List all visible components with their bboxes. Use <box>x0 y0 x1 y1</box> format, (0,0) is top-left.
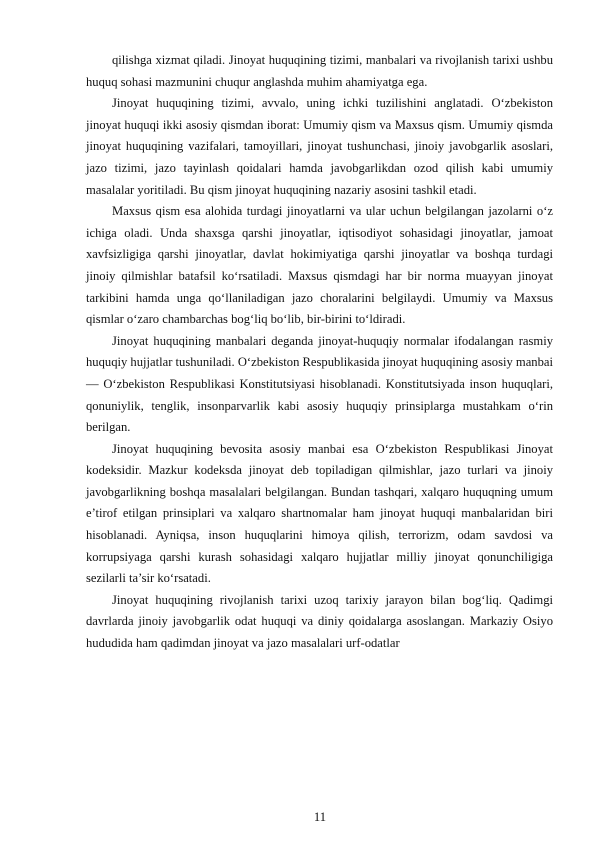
page-number: 11 <box>313 810 327 824</box>
paragraph-history: Jinoyat huquqining rivojlanish tarixi uzoq tarixiy jarayon bilan bog‘liq. Qadimgi davrlarda jinoiy javobgarlik odat huquqi va diniy qoidalarga asoslangan. Markaziy Osiyo hududida ham qadimdan jinoyat va jazo masalalari urf-odatlar <box>86 592 553 651</box>
paragraph-criminal-code: Jinoyat huquqining bevosita asosiy manbai esa O‘zbekiston Respublikasi Jinoyat kodeksidir. Mazkur kodeksda jinoyat deb topiladigan qilmishlar, jazo turlari va jinoiy javobgarlikning boshqa masalalari belgilangan. Bundan tashqari, xalqaro huquqning umum e’tirof etilgan prinsiplari va xalqaro shartnomalar ham jinoyat huquqi manbalaridan biri hisoblanadi. Ayniqsa, inson huquqlarini himoya qilish, terrorizm, odam savdosi va korrupsiyaga qarshi kurash sohasidagi xalqaro hujjatlar milliy jinoyat qonunchiligiga sezilarli ta’sir ko‘rsatadi. <box>86 441 553 586</box>
paragraph-intro: qilishga xizmat qiladi. Jinoyat huquqining tizimi, manbalari va rivojlanish tarixi ushbu huquq sohasi mazmunini chuqur anglashda muhim ahamiyatga ega. <box>86 53 553 89</box>
paragraph-system: Jinoyat huquqining tizimi, avvalo, uning ichki tuzilishini anglatadi. O‘zbekiston jinoyat huquqi ikki asosiy qismdan iborat: Umumiy qism va Maxsus qism. Umumiy qismda jinoyat huquqining vazifalari, tamoyillari, jinoyat tushunchasi, jinoiy javobgarlik asoslari, jazo tizimi, jazo tayinlash qoidalari hamda javobgarlikdan ozod qilish kabi umumiy masalalar yoritiladi. Bu qism jinoyat huquqining nazariy asosini tashkil etadi. <box>86 96 553 197</box>
paragraph-special-part: Maxsus qism esa alohida turdagi jinoyatlarni va ular uchun belgilangan jazolarni o‘z ichiga oladi. Unda shaxsga qarshi jinoyatlar, iqtisodiyot sohasidagi jinoyatlar, jamoat xavfsizligiga qarshi jinoyatlar, davlat hokimiyatiga qarshi jinoyatlar va boshqa turdagi jinoiy qilmishlar batafsil ko‘rsatiladi. Maxsus qismdagi har bir norma muayyan jinoyat tarkibini hamda unga qo‘llaniladigan jazo choralarini belgilaydi. Umumiy va Maxsus qismlar o‘zaro chambarchas bog‘liq bo‘lib, bir-birini to‘ldiradi. <box>86 204 553 327</box>
page-body <box>86 50 553 655</box>
paragraph-sources: Jinoyat huquqining manbalari deganda jinoyat-huquqiy normalar ifodalangan rasmiy huquqiy hujjatlar tushuniladi. O‘zbekiston Respublikasida jinoyat huquqining asosiy manbai — O‘zbekiston Respublikasi Konstitutsiyasi hisoblanadi. Konstitutsiyada inson huquqlari, qonuniylik, tenglik, insonparvarlik kabi asosiy huquqiy prinsiplarga mustahkam o‘rin berilgan. <box>86 333 553 435</box>
